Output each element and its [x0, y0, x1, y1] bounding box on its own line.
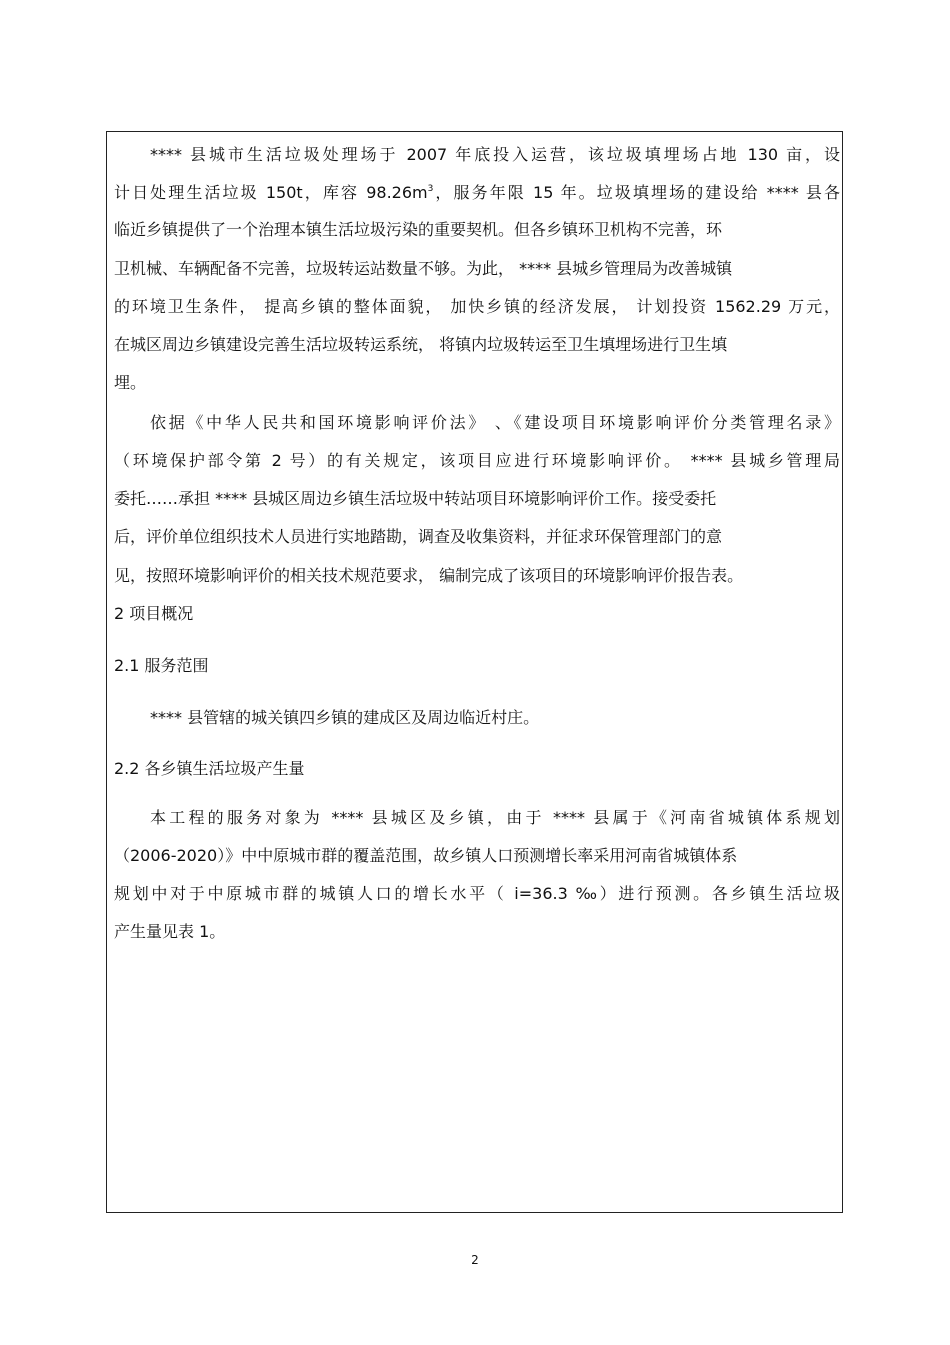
superscript-3: 3 [427, 184, 434, 194]
para2-line-3: 委托……承担 **** 县城区周边乡镇生活垃圾中转站项目环境影响评价工作。接受委托 [114, 489, 717, 508]
para1-line-3: 临近乡镇提供了一个治理本镇生活垃圾污染的重要契机。但各乡镇环卫机构不完善，环 [114, 220, 723, 239]
service-scope-text: **** 县管辖的城关镇四乡镇的建成区及周边临近村庄。 [150, 708, 540, 727]
para2-line-5: 见，按照环境影响评价的相关技术规范要求， 编制完成了该项目的环境影响评价报告表。 [114, 566, 744, 585]
page-number: 2 [471, 1253, 479, 1267]
para1-line-1: **** 县城市生活垃圾处理场于 2007 年底投入运营，该垃圾填埋场占地 130 亩，设 [150, 145, 840, 164]
para3-line-3: 规划中对于中原城市群的城镇人口的增长水平（ i=36.3 ‰）进行预测。各乡镇生活垃圾 [114, 884, 840, 903]
para3-line-2: （2006-2020）》中中原城市群的覆盖范围，故乡镇人口预测增长率采用河南省城镇体系 [114, 846, 738, 865]
para2-line-1: 依据《中华人民共和国环境影响评价法》 、《建设项目环境影响评价分类管理名录》 [150, 413, 840, 432]
para3-line-4: 产生量见表 1。 [114, 922, 226, 941]
para1-line-6: 在城区周边乡镇建设完善生活垃圾转运系统， 将镇内垃圾转运至卫生填埋场进行卫生填 [114, 335, 728, 354]
para1-line-4: 卫机械、车辆配备不完善，垃圾转运站数量不够。为此， **** 县城乡管理局为改善城镇 [114, 259, 733, 278]
para1-line-5: 的环境卫生条件， 提高乡镇的整体面貌， 加快乡镇的经济发展， 计划投资 1562.29 万元， [114, 297, 840, 316]
para2-line-4: 后，评价单位组织技术人员进行实地踏勘，调查及收集资料，并征求环保管理部门的意 [114, 527, 723, 546]
para3-line-1: 本工程的服务对象为 **** 县城区及乡镇，由于 **** 县属于《河南省城镇体系规划 [150, 808, 840, 827]
para1-line-2: 计日处理生活垃圾 150t，库容 $98.26m^3$，服务年限 15 年。垃圾填埋场的建设给 **** 县各 [114, 183, 840, 202]
heading-section-2: 2 项目概况 [114, 604, 194, 623]
heading-section-2-2: 2.2 各乡镇生活垃圾产生量 [114, 759, 305, 778]
para1-line-7: 埋。 [114, 373, 147, 392]
para2-line-2: （环境保护部令第 2 号）的有关规定，该项目应进行环境影响评价。 **** 县城乡管理局 [114, 451, 840, 470]
heading-section-2-1: 2.1 服务范围 [114, 656, 209, 675]
